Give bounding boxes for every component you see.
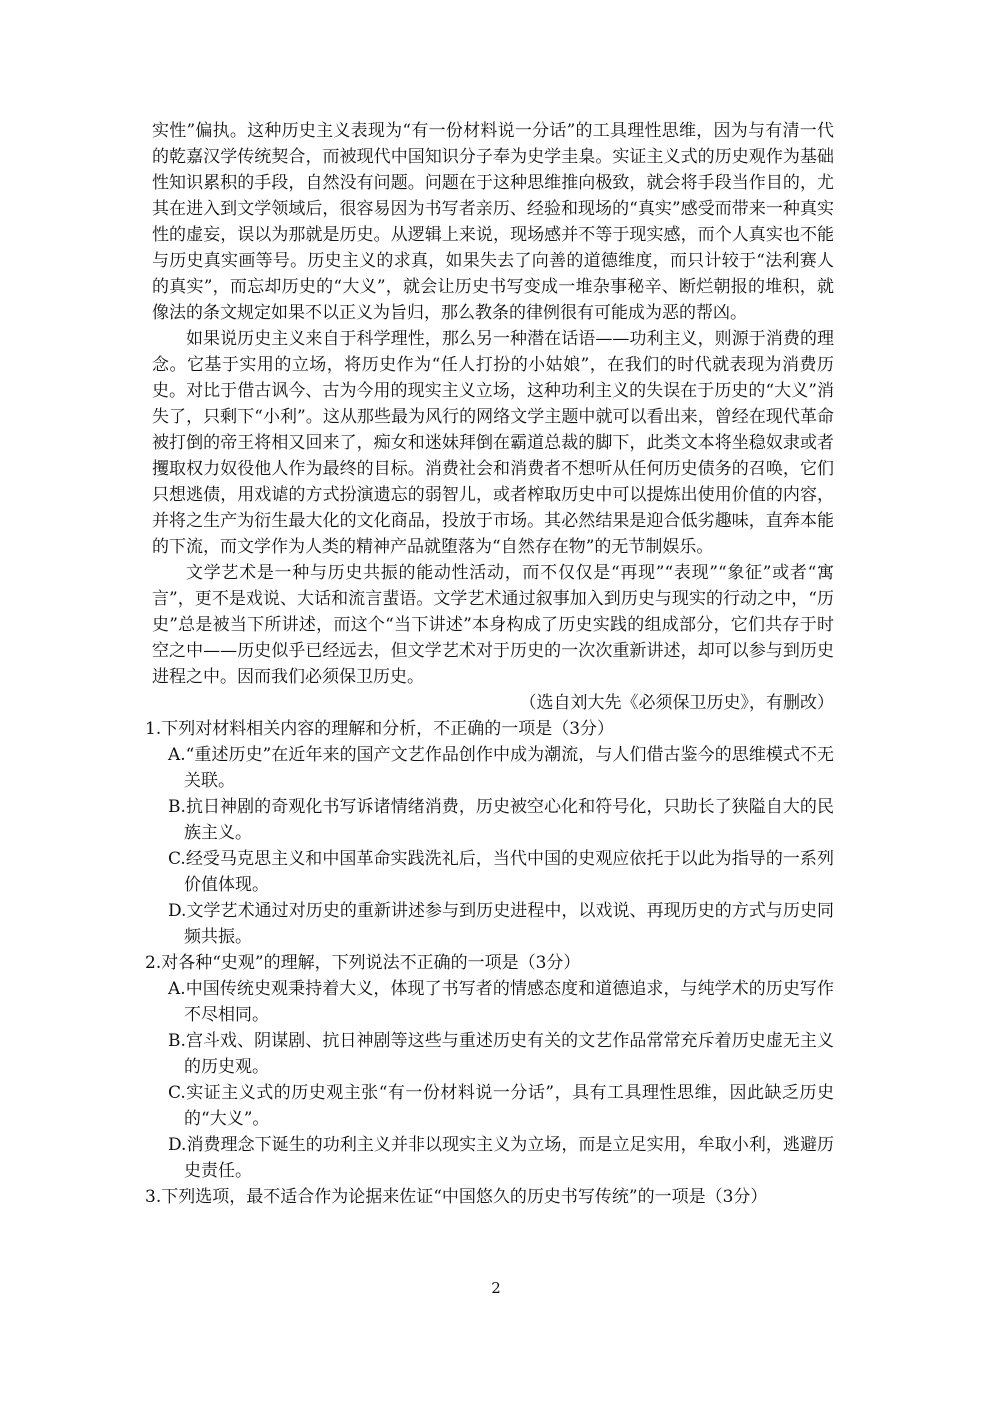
page-content xyxy=(145,118,834,1210)
question-stem: 3.下列选项，最不适合作为论据来佐证“中国悠久的历史书写传统”的一项是（3分） xyxy=(145,1187,768,1207)
passage-paragraph-1: 实性”偏执。这种历史主义表现为“有一份材料说一分话”的工具理性思维，因为与有清一代的乾嘉汉学传统契合，而被现代中国知识分子奉为史学圭臬。实证主义式的历史观作为基础性知识累积的手段，自然没有问题。问题在于这种思维推向极致，就会将手段当作目的，尤其在进入到文学领域后，很容易因为书写者亲历、经验和现场的“真实”感受而带来一种真实性的虚妄，误以为那就是历史。从逻辑上来说，现场感并不等于现实感，而个人真实也不能与历史真实画等号。历史主义的求真，如果失去了向善的道德维度，而只计较于“法利赛人的真实”，而忘却历史的“大义”，就会让历史书写变成一堆杂事秘辛、断烂朝报的堆积，就像法的条文规定如果不以正义为旨归，那么教条的律例很有可能成为恶的帮凶。 xyxy=(152,121,834,323)
question-3 xyxy=(145,1184,834,1210)
option-a: A.中国传统史观秉持着大义，体现了书写者的情感态度和道德追求，与纯学术的历史写作不尽相同。 xyxy=(168,979,834,1025)
passage-source: （选自刘大先《必须保卫历史》，有删改） xyxy=(519,693,834,713)
page-number: 2 xyxy=(491,1279,501,1297)
question-stem: 2.对各种“史观”的理解，下列说法不正确的一项是（3分） xyxy=(145,953,581,973)
option-d: D.消费理念下诞生的功利主义并非以现实主义为立场，而是立足实用，牟取小利，逃避历史责任。 xyxy=(168,1135,834,1181)
option-b: B.抗日神剧的奇观化书写诉诸情绪消费，历史被空心化和符号化，只助长了狭隘自大的民族主义。 xyxy=(168,797,834,843)
option-c: C.实证主义式的历史观主张“有一份材料说一分话”，具有工具理性思维，因此缺乏历史的“大义”。 xyxy=(168,1083,834,1129)
passage-paragraph-2: 如果说历史主义来自于科学理性，那么另一种潜在话语——功利主义，则源于消费的理念。它基于实用的立场，将历史作为“任人打扮的小姑娘”，在我们的时代就表现为消费历史。对比于借古讽今、古为今用的现实主义立场，这种功利主义的失误在于历史的“大义”消失了，只剩下“小利”。这从那些最为风行的网络文学主题中就可以看出来，曾经在现代革命被打倒的帝王将相又回来了，痴女和迷妹拜倒在霸道总裁的脚下，此类文本将坐稳奴隶或者攫取权力奴役他人作为最终的目标。消费社会和消费者不想听从任何历史债务的召唤，它们只想逃债，用戏谑的方式扮演遗忘的弱智儿，或者榨取历史中可以提炼出使用价值的内容，并将之生产为衍生最大化的文化商品，投放于市场。其必然结果是迎合低劣趣味，直奔本能的下流，而文学作为人类的精神产品就堕落为“自然存在物”的无节制娱乐。 xyxy=(152,329,834,557)
question-stem: 1.下列对材料相关内容的理解和分析，不正确的一项是（3分） xyxy=(145,719,615,739)
option-d: D.文学艺术通过对历史的重新讲述参与到历史进程中，以戏说、再现历史的方式与历史同频共振。 xyxy=(168,901,834,947)
question-1 xyxy=(145,716,834,950)
passage-paragraph-3: 文学艺术是一种与历史共振的能动性活动，而不仅仅是“再现”“表现”“象征”或者“寓言”，更不是戏说、大话和流言蜚语。文学艺术通过叙事加入到历史与现实的行动之中，“历史”总是被当下所讲述，而这个“当下讲述”本身构成了历史实践的组成部分，它们共存于时空之中——历史似乎已经远去，但文学艺术对于历史的一次次重新讲述，却可以参与到历史进程之中。因而我们必须保卫历史。 xyxy=(152,563,834,687)
question-2 xyxy=(145,950,834,1184)
option-c: C.经受马克思主义和中国革命实践洗礼后，当代中国的史观应依托于以此为指导的一系列价值体现。 xyxy=(168,849,834,895)
option-a: A.“重述历史”在近年来的国产文艺作品创作中成为潮流，与人们借古鉴今的思维模式不无关联。 xyxy=(168,745,834,791)
option-b: B.宫斗戏、阴谋剧、抗日神剧等这些与重述历史有关的文艺作品常常充斥着历史虚无主义的历史观。 xyxy=(168,1031,834,1077)
